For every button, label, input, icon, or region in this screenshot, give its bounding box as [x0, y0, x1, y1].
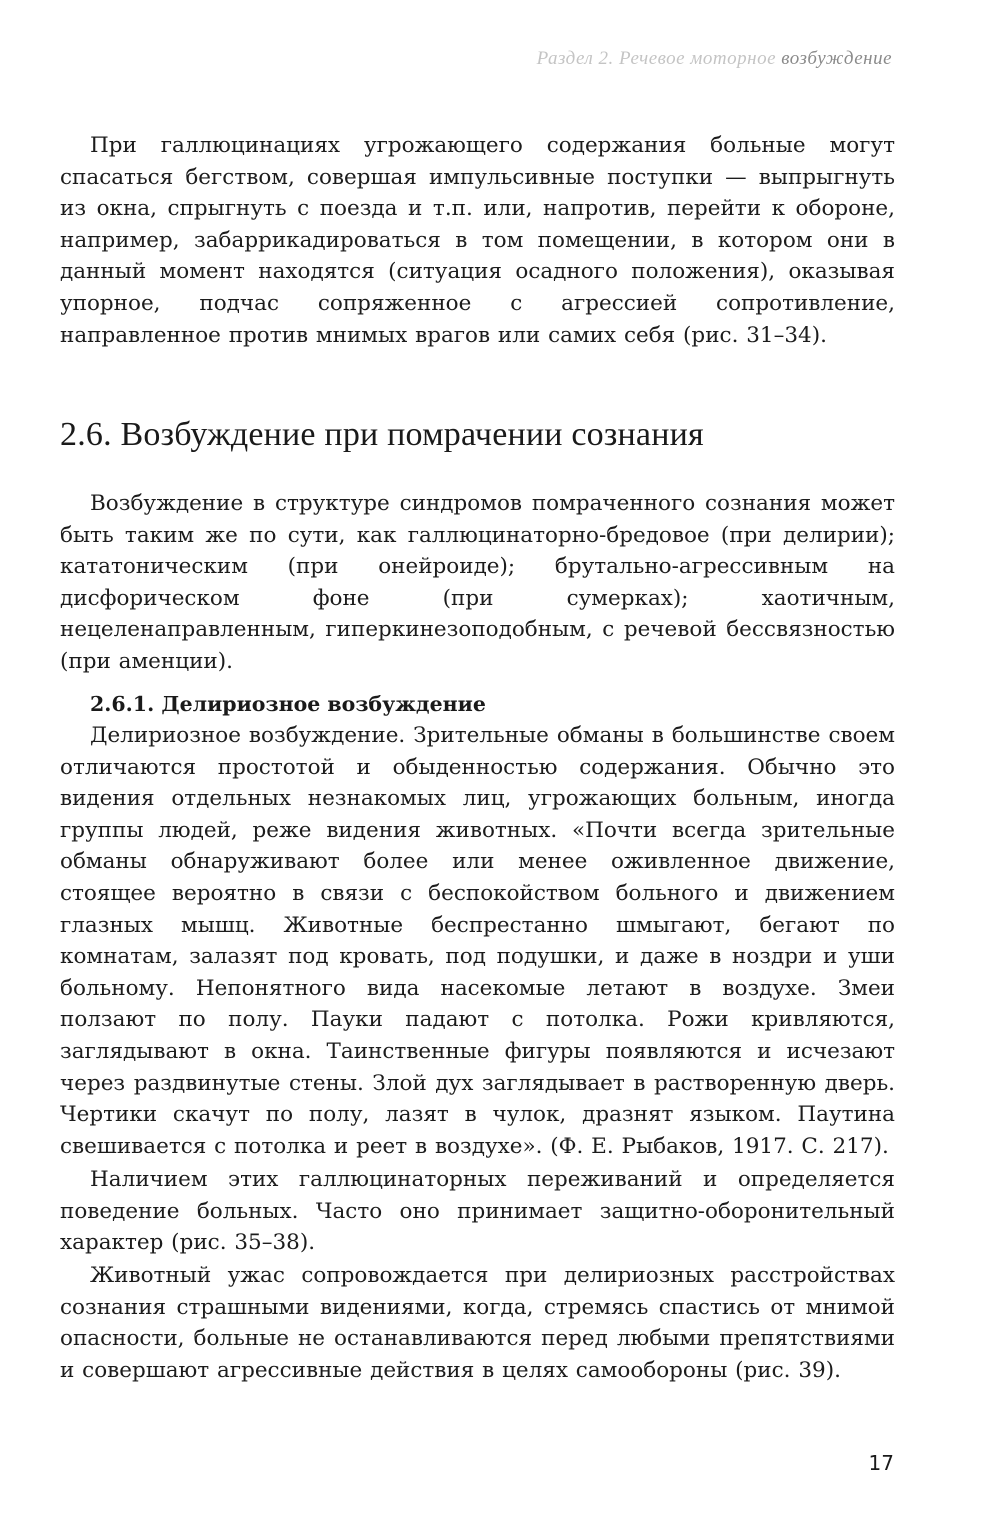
paragraph-delirious-excitation: Делириозное возбуждение. Зрительные обманы в большинстве своем отличаются простотой и обыденностью содержания. Обычно это видения отдельных незнакомых лиц, угрожающих больным, иногда группы людей, реже видения животных. «Почти всегда зрительные обманы обнаруживают более или менее оживленное движение, стоящее вероятно в связи с беспокойством больного и движением глазных мышц. Животные беспрестанно шмыгают, бегают по комнатам, залазят под кровать, под подушки, и даже в ноздри и уши больному. Непонятного вида насекомые летают в воздухе. Змеи ползают по полу. Пауки падают с потолка. Рожи кривляются, заглядывают в окна. Таинственные фигуры появляются и исчезают через раздвинутые стены. Злой дух заглядывает в растворенную дверь. Чертики скачут по полу, лазят в чулок, дразнят языком. Паутина свешивается с потолка и реет в воздухе». (Ф. Е. Рыбаков, 1917. С. 217). — [60, 723, 895, 1159]
subsection-title: 2.6.1. Делириозное возбуждение — [90, 692, 486, 716]
paragraph-hallucinations-flight: При галлюцинациях угрожающего содержания больные могут спасаться бегством, совершая импульсивные поступки — выпрыгнуть из окна, спрыгнуть с поезда и т.п. или, напротив, перейти к обороне, например, забаррикадироваться в том помещении, в котором они в данный момент находятся (ситуация осадного положения), оказывая упорное, подчас сопряженное с агрессией сопротивление, направленное против мнимых врагов или самих себя (рис. 31–34). — [60, 133, 895, 348]
page-number: 17 — [868, 1451, 894, 1475]
paragraph-clouded-consciousness: Возбуждение в структуре синдромов помраченного сознания может быть таким же по сути, как галлюцинаторно-бредовое (при делирии); кататоническим (при онейроиде); брутально-агрессивным на дисфорическом фоне (при сумерках); хаотичным, нецеленаправленным, гиперкинезоподобным, с речевой бессвязностью (при аменции). — [60, 491, 895, 674]
paragraph-patient-behavior: Наличием этих галлюцинаторных переживаний и определяется поведение больных. Часто оно принимает защитно-оборонительный характер (рис. 35–38). — [60, 1167, 895, 1256]
paragraph-animal-terror: Животный ужас сопровождается при делириозных расстройствах сознания страшными видениями, когда, стремясь спастись от мнимой опасности, больные не останавливаются перед любыми препятствиями и совершают агрессивные действия в целях самообороны (рис. 39). — [60, 1263, 895, 1383]
section-title: 2.6. Возбуждение при помрачении сознания — [60, 416, 704, 453]
running-head-faint-text: Раздел 2. Речевое моторное — [536, 48, 782, 69]
running-head-text: возбуждение — [781, 48, 892, 69]
running-head — [537, 48, 892, 70]
